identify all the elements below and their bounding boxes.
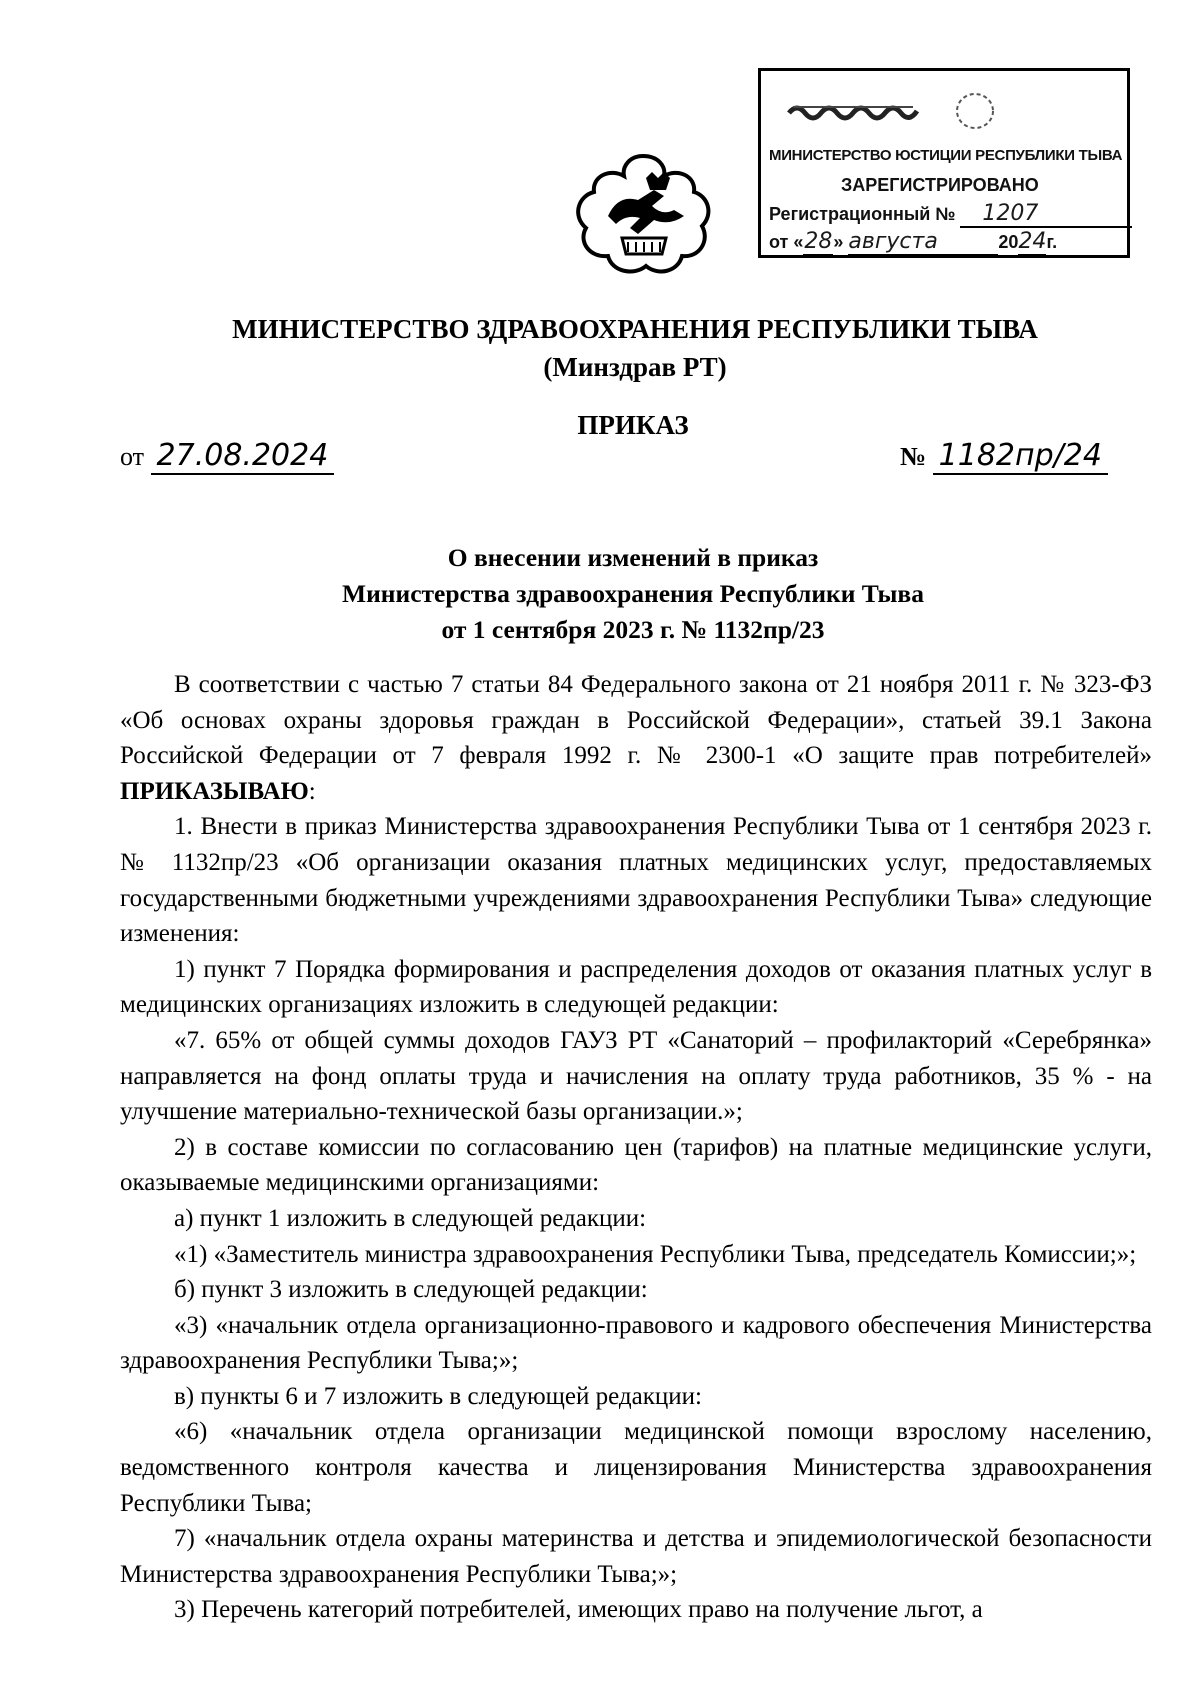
registration-stamp xyxy=(758,68,1130,258)
order-subject xyxy=(0,540,1200,648)
order-number-label: № xyxy=(900,442,927,471)
stamp-date-day: 28 xyxy=(804,229,833,254)
body-order-word: ПРИКАЗЫВАЮ xyxy=(120,777,309,805)
body-paragraph-1: 1. Внести в приказ Министерства здравоохранения Республики Тыва от 1 сентября 2023 г. № 1132пр/23 «Об организации оказания платных медицинских услуг, предоставляемых государственными бюджетными учреждениями здравоохранения Республики Тыва» следующие изменения: xyxy=(120,813,1152,948)
body-paragraph-7: б) пункт 3 изложить в следующей редакции: xyxy=(174,1276,648,1304)
body-intro-colon: : xyxy=(308,777,316,805)
subject-line-3: от 1 сентября 2023 г. № 1132пр/23 xyxy=(441,615,825,644)
body-paragraph-9: в) пункты 6 и 7 изложить в следующей редакции: xyxy=(174,1382,702,1410)
stamp-date-suffix: г. xyxy=(1046,232,1058,252)
subject-line-1: О внесении изменений в приказ xyxy=(447,543,819,572)
stamp-registration-number-line xyxy=(769,201,1132,228)
body-paragraph-12: 3) Перечень категорий потребителей, имеющих право на получение льгот, а xyxy=(174,1596,983,1624)
stamp-date-line xyxy=(769,229,1057,256)
stamp-date-mid: » xyxy=(833,232,844,252)
order-body xyxy=(120,667,1152,1628)
body-paragraph-2: 1) пункт 7 Порядка формирования и распределения доходов от оказания платных услуг в медицинских организациях изложить в следующей редакции: xyxy=(120,955,1152,1019)
stamp-reg-label: Регистрационный № xyxy=(769,204,956,224)
body-paragraph-6: «1) «Заместитель министра здравоохранения Республики Тыва, председатель Комиссии;»; xyxy=(174,1240,1137,1268)
body-paragraph-8: «3) «начальник отдела организационно-правового и кадрового обеспечения Министерства здравоохранения Республики Тыва;»; xyxy=(120,1311,1152,1375)
stamp-date-prefix: от « xyxy=(769,232,804,252)
body-intro-text: В соответствии с частью 7 статьи 84 Федерального закона от 21 ноября 2011 г. № 323-ФЗ «Об основах охраны здоровья граждан в Российской Федерации», статьей 39.1 Закона Российской Федерации от 7 февраля 1992 г. № 2300-1 «О защите прав потребителей» xyxy=(120,671,1152,770)
body-paragraph-11: 7) «начальник отдела охраны материнства и детства и эпидемиологической безопасности Министерства здравоохранения Республики Тыва;»; xyxy=(120,1525,1152,1588)
coat-of-arms-emblem xyxy=(568,150,718,278)
stamp-ministry-name: МИНИСТЕРСТВО ЮСТИЦИИ РЕСПУБЛИКИ ТЫВА xyxy=(769,147,1123,164)
body-paragraph-10: «6) «начальник отдела организации медицинской помощи взрослому населению, ведомственного контроля качества и лицензирования Министерства здравоохранения Республики Тыва; xyxy=(120,1418,1152,1517)
document-type: ПРИКАЗ xyxy=(577,410,689,440)
stamp-date-year-prefix: 20 xyxy=(998,232,1019,252)
stamp-registered-label: ЗАРЕГИСТРИРОВАНО xyxy=(841,175,1039,195)
body-paragraph-5: а) пункт 1 изложить в следующей редакции: xyxy=(174,1204,647,1232)
body-intro-paragraph xyxy=(120,667,1152,809)
subject-line-2: Министерства здравоохранения Республики Тыва xyxy=(342,579,924,608)
order-number-line xyxy=(900,438,1108,475)
stamp-date-year: 24 xyxy=(1018,229,1047,254)
order-number: 1182пр/24 xyxy=(933,438,1108,475)
body-paragraph-4: 2) в составе комиссии по согласованию цен (тарифов) на платные медицинские услуги, оказываемые медицинскими организациями: xyxy=(120,1133,1152,1197)
ministry-heading xyxy=(0,310,1200,386)
ministry-name: МИНИСТЕРСТВО ЗДРАВООХРАНЕНИЯ РЕСПУБЛИКИ ТЫВА xyxy=(232,314,1038,344)
stamp-header-marks xyxy=(779,91,1119,127)
stamp-reg-number: 1207 xyxy=(960,201,1132,228)
stamp-date-month: августа xyxy=(848,229,998,256)
order-date-label: от xyxy=(120,442,145,471)
order-date: 27.08.2024 xyxy=(151,438,335,475)
stamp-scribble-graphic xyxy=(779,91,1119,131)
ministry-short-name: (Минздрав РТ) xyxy=(543,352,727,382)
order-date-line xyxy=(120,438,334,475)
body-paragraph-3: «7. 65% от общей суммы доходов ГАУЗ РТ «Санаторий – профилакторий «Серебрянка» направляется на фонд оплаты труда и начисления на оплату труда работников, 35 % - на улучшение материально-технической базы организации.»; xyxy=(120,1026,1152,1126)
